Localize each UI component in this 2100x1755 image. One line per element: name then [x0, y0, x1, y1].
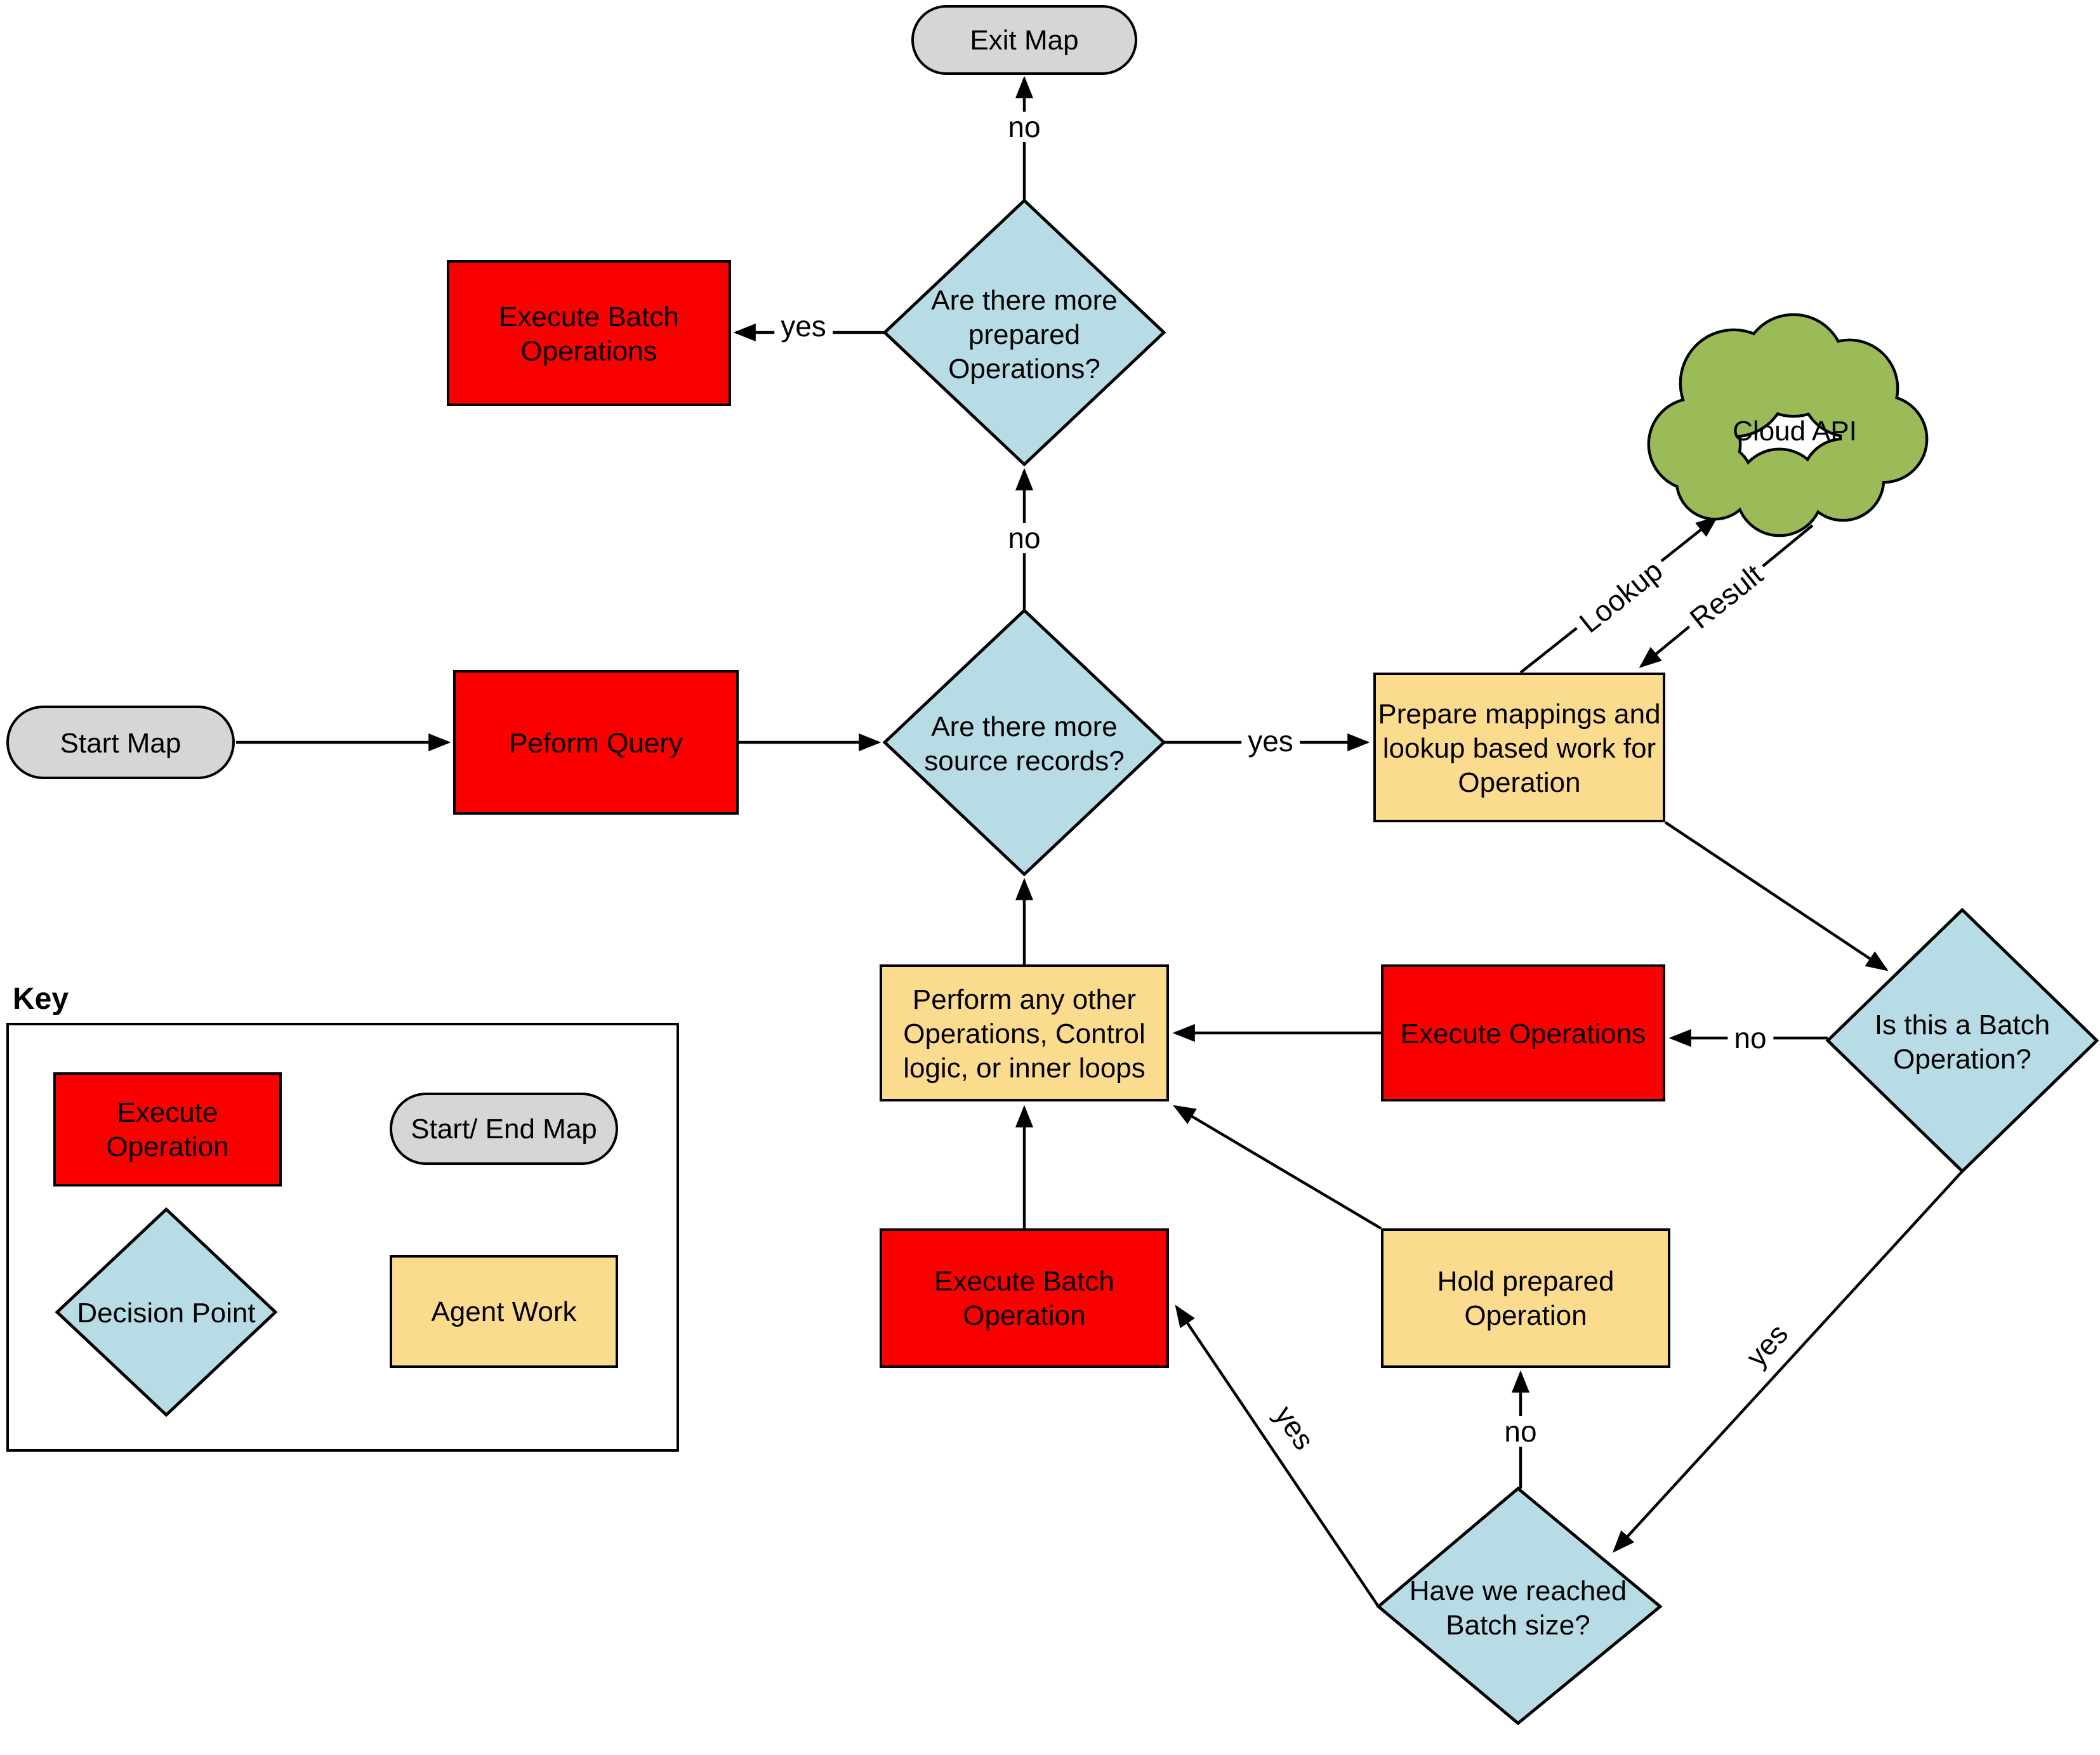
decision-is-batch-operation-label: Is this a Batch Operation?: [1874, 1009, 2050, 1075]
decision-reached-batch-size-label: Have we reached Batch size?: [1409, 1575, 1627, 1641]
label-batch-yes: yes: [1736, 1313, 1798, 1377]
key-execute-operation: Execute Operation: [53, 1072, 282, 1186]
node-start-map: [6, 706, 235, 779]
key-title: Key: [13, 982, 69, 1016]
node-perform-other-operations: Perform any other Operations, Control logic, or inner loops: [880, 964, 1169, 1101]
node-execute-operations: [1381, 964, 1665, 1101]
label-batch-ops-yes: yes: [774, 311, 833, 341]
perform-query-label: Peform Query: [509, 726, 683, 758]
decision-more-source-records-label: Are there more source records?: [924, 711, 1125, 777]
label-batch-no: no: [1727, 1023, 1773, 1053]
label-lookup: Lookup: [1569, 551, 1673, 642]
label-source-no: no: [1001, 523, 1047, 553]
decision-more-prepared-operations-label: Are there more prepared Operations?: [931, 284, 1118, 385]
start-map-label: Start Map: [60, 726, 182, 758]
label-exit-no: no: [1001, 112, 1047, 142]
exit-map-label: Exit Map: [970, 24, 1079, 56]
node-exit-map: [911, 5, 1137, 75]
node-prepare-mappings: Prepare mappings and lookup based work for Operation: [1373, 673, 1665, 822]
cloud-api-label: Cloud API: [1733, 415, 1857, 447]
node-perform-query: [453, 670, 739, 815]
node-execute-batch-operations: Execute Batch Operations: [447, 260, 731, 406]
label-hold-no: no: [1498, 1416, 1543, 1447]
edge-prepare-to-batch-decision: [1665, 822, 1886, 970]
key-decision-point-label: Decision Point: [77, 1297, 256, 1329]
label-result: Result: [1679, 555, 1773, 638]
key-start-end-map: Start/ End Map: [390, 1093, 618, 1165]
node-execute-batch-operation: Execute Batch Operation: [880, 1228, 1169, 1368]
edge-hold-to-perform-other: [1175, 1107, 1381, 1228]
edge-size-yes-to-exec-batch-op: [1177, 1307, 1378, 1607]
label-prepare-yes: yes: [1241, 726, 1300, 756]
node-hold-prepared-operation: Hold prepared Operation: [1381, 1228, 1670, 1368]
label-execute-batch-yes: yes: [1265, 1395, 1323, 1461]
key-agent-work: Agent Work: [390, 1255, 618, 1368]
execute-operations-label: Execute Operations: [1400, 1017, 1646, 1049]
